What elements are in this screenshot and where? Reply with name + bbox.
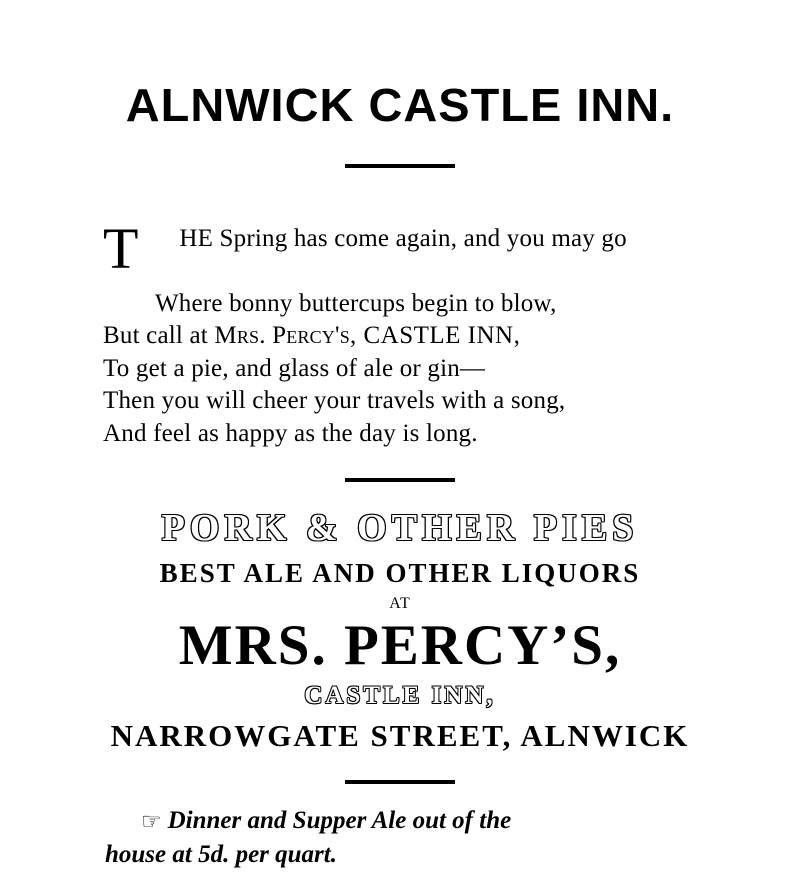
establishment-name: CASTLE INN, — [304, 682, 496, 710]
footer-note — [95, 804, 705, 872]
pointing-hand-icon: ☞ — [141, 809, 162, 835]
liquors-heading: BEST ALE AND OTHER LIQUORS — [159, 557, 641, 588]
advertisement — [0, 79, 800, 880]
drop-cap: T — [103, 215, 139, 281]
verse-line-3 — [103, 320, 705, 353]
verse-line-1-text: HE Spring has come again, and you may go — [179, 224, 627, 252]
verse-line-2: Where bonny buttercups begin to blow, — [155, 289, 557, 317]
page-title: ALNWICK CASTLE INN. — [125, 79, 675, 131]
footer-note-line-2: house at 5d. per quart. — [105, 841, 337, 869]
verse-block — [95, 190, 705, 450]
verse-line-1 — [103, 190, 705, 288]
address-line: NARROWGATE STREET, ALNWICK — [110, 718, 690, 754]
proprietor-name: MRS. PERCY’S, — [178, 613, 622, 677]
verse-line-4: To get a pie, and glass of ale or gin— — [103, 354, 486, 382]
pies-heading: PORK & OTHER PIES — [161, 507, 639, 549]
divider-bottom — [345, 780, 455, 784]
verse-line-5: Then you will cheer your travels with a song, — [103, 387, 566, 414]
verse-line-3-smallcaps: Mrs. Percy's — [214, 322, 350, 349]
divider-top — [345, 164, 455, 168]
verse-line-3-post: , CASTLE INN, — [349, 322, 521, 349]
at-label: AT — [389, 594, 411, 612]
verse-line-6: And feel as happy as the day is long. — [103, 419, 478, 447]
divider-middle — [345, 478, 455, 482]
footer-note-line-1: Dinner and Supper Ale out of the — [167, 807, 512, 835]
verse-line-3-pre: But call at — [103, 322, 215, 349]
